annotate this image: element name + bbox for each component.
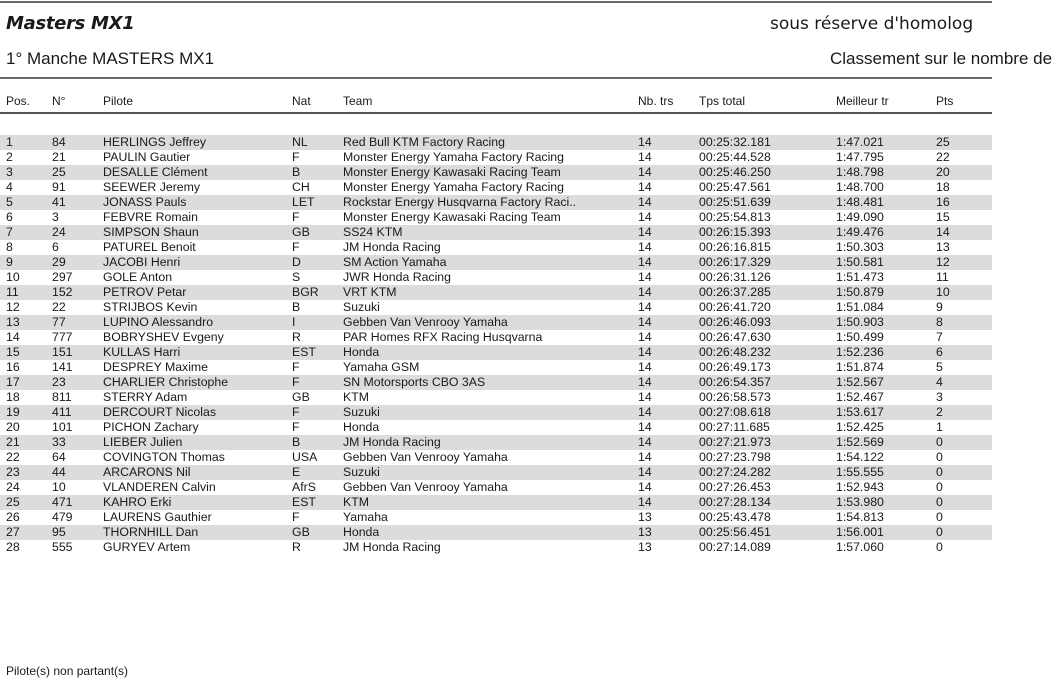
col-pos: Pos. xyxy=(6,94,31,108)
cell-nat: B xyxy=(292,435,301,449)
cell-points: 20 xyxy=(936,165,950,179)
cell-pos: 10 xyxy=(6,270,20,284)
cell-total-time: 00:25:56.451 xyxy=(699,525,771,539)
cell-pilote: GOLE Anton xyxy=(103,270,173,284)
cell-nat: F xyxy=(292,150,300,164)
cell-pos: 26 xyxy=(6,510,20,524)
cell-team: Monster Energy Kawasaki Racing Team xyxy=(343,210,561,224)
cell-number: 479 xyxy=(52,510,73,524)
cell-number: 555 xyxy=(52,540,73,554)
cell-number: 777 xyxy=(52,330,73,344)
table-row xyxy=(0,135,992,150)
cell-nat: B xyxy=(292,165,301,179)
cell-total-time: 00:25:46.250 xyxy=(699,165,771,179)
header-rule xyxy=(0,112,992,114)
cell-pilote: LIEBER Julien xyxy=(103,435,183,449)
cell-team: Suzuki xyxy=(343,465,380,479)
cell-best-lap: 1:53.980 xyxy=(836,495,884,509)
cell-number: 141 xyxy=(52,360,73,374)
cell-nat: F xyxy=(292,210,300,224)
cell-laps: 14 xyxy=(638,210,652,224)
cell-best-lap: 1:54.813 xyxy=(836,510,884,524)
cell-pilote: BOBRYSHEV Evgeny xyxy=(103,330,224,344)
cell-best-lap: 1:52.943 xyxy=(836,480,884,494)
cell-laps: 14 xyxy=(638,390,652,404)
cell-points: 6 xyxy=(936,345,943,359)
cell-team: Red Bull KTM Factory Racing xyxy=(343,135,505,149)
cell-nat: E xyxy=(292,465,301,479)
cell-nat: GB xyxy=(292,225,310,239)
cell-laps: 14 xyxy=(638,315,652,329)
table-row xyxy=(0,435,992,450)
cell-pilote: ARCARONS Nil xyxy=(103,465,191,479)
cell-pos: 24 xyxy=(6,480,20,494)
cell-pos: 8 xyxy=(6,240,13,254)
cell-number: 471 xyxy=(52,495,73,509)
cell-best-lap: 1:50.903 xyxy=(836,315,884,329)
cell-laps: 14 xyxy=(638,180,652,194)
cell-nat: EST xyxy=(292,495,316,509)
table-row xyxy=(0,450,992,465)
cell-nat: F xyxy=(292,375,300,389)
cell-pilote: THORNHILL Dan xyxy=(103,525,199,539)
cell-best-lap: 1:53.617 xyxy=(836,405,884,419)
cell-number: 10 xyxy=(52,480,66,494)
cell-laps: 13 xyxy=(638,510,652,524)
cell-pilote: DESALLE Clément xyxy=(103,165,208,179)
cell-points: 14 xyxy=(936,225,950,239)
cell-pilote: PETROV Petar xyxy=(103,285,187,299)
cell-points: 0 xyxy=(936,480,943,494)
cell-nat: LET xyxy=(292,195,315,209)
cell-best-lap: 1:50.879 xyxy=(836,285,884,299)
top-rule xyxy=(0,1,992,3)
cell-total-time: 00:26:17.329 xyxy=(699,255,771,269)
cell-total-time: 00:26:15.393 xyxy=(699,225,771,239)
cell-total-time: 00:25:44.528 xyxy=(699,150,771,164)
cell-pos: 20 xyxy=(6,420,20,434)
cell-points: 0 xyxy=(936,540,943,554)
cell-points: 22 xyxy=(936,150,950,164)
cell-pilote: LUPINO Alessandro xyxy=(103,315,214,329)
homologation-note: sous réserve d'homolog xyxy=(770,14,974,34)
table-row xyxy=(0,540,992,555)
cell-pilote: PAULIN Gautier xyxy=(103,150,191,164)
table-header xyxy=(0,94,992,110)
cell-laps: 14 xyxy=(638,300,652,314)
col-pilote: Pilote xyxy=(103,94,134,108)
cell-pilote: COVINGTON Thomas xyxy=(103,450,225,464)
col-total-time: Tps total xyxy=(699,94,746,108)
cell-pilote: PATUREL Benoit xyxy=(103,240,196,254)
cell-total-time: 00:26:47.630 xyxy=(699,330,771,344)
cell-points: 0 xyxy=(936,495,943,509)
table-row xyxy=(0,390,992,405)
cell-laps: 14 xyxy=(638,270,652,284)
cell-best-lap: 1:50.499 xyxy=(836,330,884,344)
cell-pilote: LAURENS Gauthier xyxy=(103,510,212,524)
cell-total-time: 00:27:14.089 xyxy=(699,540,771,554)
cell-laps: 14 xyxy=(638,420,652,434)
cell-best-lap: 1:49.090 xyxy=(836,210,884,224)
cell-points: 0 xyxy=(936,435,943,449)
cell-number: 24 xyxy=(52,225,66,239)
cell-pilote: KAHRO Erki xyxy=(103,495,172,509)
cell-team: Honda xyxy=(343,420,380,434)
cell-best-lap: 1:48.481 xyxy=(836,195,884,209)
cell-best-lap: 1:48.700 xyxy=(836,180,884,194)
cell-team: JM Honda Racing xyxy=(343,240,441,254)
cell-points: 25 xyxy=(936,135,950,149)
cell-team: SN Motorsports CBO 3AS xyxy=(343,375,486,389)
cell-pos: 19 xyxy=(6,405,20,419)
cell-team: VRT KTM xyxy=(343,285,397,299)
table-row xyxy=(0,330,992,345)
cell-number: 33 xyxy=(52,435,66,449)
cell-number: 41 xyxy=(52,195,66,209)
cell-best-lap: 1:57.060 xyxy=(836,540,884,554)
cell-pos: 18 xyxy=(6,390,20,404)
cell-number: 6 xyxy=(52,240,59,254)
cell-nat: GB xyxy=(292,390,310,404)
table-row xyxy=(0,180,992,195)
cell-nat: USA xyxy=(292,450,318,464)
cell-pos: 7 xyxy=(6,225,13,239)
cell-pilote: JACOBI Henri xyxy=(103,255,181,269)
cell-points: 3 xyxy=(936,390,943,404)
cell-nat: F xyxy=(292,510,300,524)
cell-team: Gebben Van Venrooy Yamaha xyxy=(343,480,508,494)
cell-pos: 11 xyxy=(6,285,19,299)
table-row xyxy=(0,315,992,330)
cell-nat: R xyxy=(292,330,301,344)
cell-points: 5 xyxy=(936,360,943,374)
cell-team: Monster Energy Kawasaki Racing Team xyxy=(343,165,561,179)
cell-total-time: 00:25:54.813 xyxy=(699,210,771,224)
cell-pos: 28 xyxy=(6,540,20,554)
cell-pos: 2 xyxy=(6,150,13,164)
cell-pos: 15 xyxy=(6,345,20,359)
cell-pos: 22 xyxy=(6,450,20,464)
cell-total-time: 00:27:28.134 xyxy=(699,495,771,509)
col-best-lap: Meilleur tr xyxy=(836,94,889,108)
cell-total-time: 00:27:24.282 xyxy=(699,465,771,479)
cell-team: Monster Energy Yamaha Factory Racing xyxy=(343,150,564,164)
cell-points: 12 xyxy=(936,255,950,269)
race-subtitle: 1° Manche MASTERS MX1 xyxy=(6,49,215,68)
cell-pos: 25 xyxy=(6,495,20,509)
cell-number: 21 xyxy=(52,150,66,164)
table-row xyxy=(0,525,992,540)
cell-nat: F xyxy=(292,420,300,434)
cell-nat: F xyxy=(292,240,300,254)
cell-pilote: GURYEV Artem xyxy=(103,540,191,554)
table-row xyxy=(0,465,992,480)
cell-total-time: 00:26:58.573 xyxy=(699,390,771,404)
cell-pilote: STRIJBOS Kevin xyxy=(103,300,198,314)
cell-number: 84 xyxy=(52,135,66,149)
cell-pilote: PICHON Zachary xyxy=(103,420,199,434)
table-row xyxy=(0,300,992,315)
cell-total-time: 00:26:31.126 xyxy=(699,270,771,284)
table-row xyxy=(0,405,992,420)
cell-team: Yamaha xyxy=(343,510,388,524)
cell-points: 18 xyxy=(936,180,950,194)
cell-best-lap: 1:51.473 xyxy=(836,270,884,284)
cell-pilote: DERCOURT Nicolas xyxy=(103,405,216,419)
cell-laps: 14 xyxy=(638,225,652,239)
table-row xyxy=(0,210,992,225)
cell-nat: BGR xyxy=(292,285,319,299)
cell-best-lap: 1:49.476 xyxy=(836,225,884,239)
cell-best-lap: 1:52.425 xyxy=(836,420,884,434)
cell-nat: EST xyxy=(292,345,316,359)
cell-best-lap: 1:56.001 xyxy=(836,525,884,539)
cell-best-lap: 1:50.303 xyxy=(836,240,884,254)
cell-pos: 4 xyxy=(6,180,13,194)
cell-points: 11 xyxy=(936,270,949,284)
cell-total-time: 00:26:48.232 xyxy=(699,345,771,359)
cell-number: 91 xyxy=(52,180,66,194)
cell-laps: 14 xyxy=(638,285,652,299)
cell-total-time: 00:25:47.561 xyxy=(699,180,771,194)
col-laps: Nb. trs xyxy=(638,94,674,108)
cell-team: Suzuki xyxy=(343,405,380,419)
cell-number: 151 xyxy=(52,345,73,359)
cell-pos: 5 xyxy=(6,195,13,209)
table-row xyxy=(0,195,992,210)
cell-nat: GB xyxy=(292,525,310,539)
cell-best-lap: 1:52.467 xyxy=(836,390,884,404)
cell-best-lap: 1:52.569 xyxy=(836,435,884,449)
cell-nat: F xyxy=(292,405,300,419)
cell-points: 0 xyxy=(936,450,943,464)
cell-best-lap: 1:47.795 xyxy=(836,150,884,164)
cell-best-lap: 1:48.798 xyxy=(836,165,884,179)
cell-team: JM Honda Racing xyxy=(343,540,441,554)
cell-pos: 9 xyxy=(6,255,13,269)
cell-team: KTM xyxy=(343,390,369,404)
cell-best-lap: 1:47.021 xyxy=(836,135,884,149)
cell-nat: AfrS xyxy=(292,480,316,494)
cell-number: 152 xyxy=(52,285,73,299)
cell-team: Monster Energy Yamaha Factory Racing xyxy=(343,180,564,194)
cell-team: KTM xyxy=(343,495,369,509)
cell-team: PAR Homes RFX Racing Husqvarna xyxy=(343,330,543,344)
cell-pilote: SIMPSON Shaun xyxy=(103,225,199,239)
cell-laps: 13 xyxy=(638,525,652,539)
table-row xyxy=(0,285,992,300)
cell-laps: 14 xyxy=(638,360,652,374)
cell-points: 8 xyxy=(936,315,943,329)
table-row xyxy=(0,345,992,360)
cell-laps: 14 xyxy=(638,150,652,164)
cell-number: 23 xyxy=(52,375,66,389)
cell-points: 16 xyxy=(936,195,950,209)
cell-laps: 14 xyxy=(638,345,652,359)
cell-total-time: 00:26:37.285 xyxy=(699,285,771,299)
cell-nat: F xyxy=(292,360,300,374)
cell-points: 0 xyxy=(936,510,943,524)
cell-number: 29 xyxy=(52,255,66,269)
table-row xyxy=(0,165,992,180)
cell-laps: 14 xyxy=(638,330,652,344)
cell-laps: 13 xyxy=(638,540,652,554)
cell-total-time: 00:26:41.720 xyxy=(699,300,771,314)
cell-number: 101 xyxy=(52,420,73,434)
cell-best-lap: 1:51.874 xyxy=(836,360,884,374)
cell-total-time: 00:26:46.093 xyxy=(699,315,771,329)
cell-pilote: STERRY Adam xyxy=(103,390,188,404)
cell-points: 7 xyxy=(936,330,943,344)
col-team: Team xyxy=(343,94,373,108)
cell-pos: 17 xyxy=(6,375,20,389)
table-row xyxy=(0,240,992,255)
cell-team: Yamaha GSM xyxy=(343,360,420,374)
cell-laps: 14 xyxy=(638,195,652,209)
cell-pos: 6 xyxy=(6,210,13,224)
cell-number: 811 xyxy=(52,390,72,404)
non-starters-label: Pilote(s) non partant(s) xyxy=(6,664,129,678)
cell-best-lap: 1:52.236 xyxy=(836,345,884,359)
table-row xyxy=(0,495,992,510)
cell-pos: 1 xyxy=(6,135,13,149)
table-row xyxy=(0,510,992,525)
cell-laps: 14 xyxy=(638,255,652,269)
cell-nat: NL xyxy=(292,135,308,149)
cell-number: 44 xyxy=(52,465,66,479)
cell-laps: 14 xyxy=(638,405,652,419)
cell-pos: 12 xyxy=(6,300,20,314)
cell-points: 0 xyxy=(936,465,943,479)
table-row xyxy=(0,480,992,495)
table-row xyxy=(0,225,992,240)
table-row xyxy=(0,150,992,165)
cell-points: 15 xyxy=(936,210,950,224)
cell-pilote: KULLAS Harri xyxy=(103,345,181,359)
section-rule xyxy=(0,77,992,79)
col-nat: Nat xyxy=(292,94,311,108)
cell-pos: 21 xyxy=(6,435,20,449)
cell-laps: 14 xyxy=(638,165,652,179)
cell-laps: 14 xyxy=(638,480,652,494)
cell-pos: 23 xyxy=(6,465,20,479)
cell-total-time: 00:25:43.478 xyxy=(699,510,771,524)
cell-laps: 14 xyxy=(638,435,652,449)
cell-number: 3 xyxy=(52,210,59,224)
cell-number: 77 xyxy=(52,315,66,329)
cell-total-time: 00:27:08.618 xyxy=(699,405,771,419)
cell-team: Rockstar Energy Husqvarna Factory Raci.. xyxy=(343,195,577,209)
cell-number: 95 xyxy=(52,525,66,539)
cell-points: 0 xyxy=(936,525,943,539)
col-num: N° xyxy=(52,94,66,108)
page-title: Masters MX1 xyxy=(6,13,135,34)
cell-pos: 16 xyxy=(6,360,20,374)
cell-nat: S xyxy=(292,270,301,284)
cell-nat: I xyxy=(292,315,296,329)
cell-team: JWR Honda Racing xyxy=(343,270,451,284)
cell-best-lap: 1:52.567 xyxy=(836,375,884,389)
cell-team: Honda xyxy=(343,525,380,539)
cell-points: 10 xyxy=(936,285,950,299)
cell-laps: 14 xyxy=(638,450,652,464)
cell-points: 4 xyxy=(936,375,943,389)
table-row xyxy=(0,375,992,390)
classement-note: Classement sur le nombre de xyxy=(830,49,1052,68)
cell-number: 297 xyxy=(52,270,73,284)
cell-team: Gebben Van Venrooy Yamaha xyxy=(343,315,508,329)
table-row xyxy=(0,420,992,435)
cell-pilote: HERLINGS Jeffrey xyxy=(103,135,206,149)
cell-pilote: SEEWER Jeremy xyxy=(103,180,201,194)
cell-number: 411 xyxy=(52,405,72,419)
cell-laps: 14 xyxy=(638,465,652,479)
cell-total-time: 00:26:54.357 xyxy=(699,375,771,389)
cell-points: 1 xyxy=(936,420,943,434)
cell-nat: B xyxy=(292,300,301,314)
cell-team: Suzuki xyxy=(343,300,380,314)
col-points: Pts xyxy=(936,94,954,108)
cell-pilote: FEBVRE Romain xyxy=(103,210,198,224)
cell-total-time: 00:27:11.685 xyxy=(699,420,770,434)
cell-number: 64 xyxy=(52,450,66,464)
cell-pilote: DESPREY Maxime xyxy=(103,360,209,374)
cell-total-time: 00:26:16.815 xyxy=(699,240,771,254)
cell-total-time: 00:27:21.973 xyxy=(699,435,771,449)
cell-laps: 14 xyxy=(638,495,652,509)
table-row xyxy=(0,255,992,270)
cell-team: Gebben Van Venrooy Yamaha xyxy=(343,450,508,464)
cell-pos: 13 xyxy=(6,315,20,329)
cell-points: 9 xyxy=(936,300,943,314)
cell-best-lap: 1:51.084 xyxy=(836,300,884,314)
cell-number: 22 xyxy=(52,300,66,314)
cell-pilote: VLANDEREN Calvin xyxy=(103,480,216,494)
cell-points: 2 xyxy=(936,405,943,419)
cell-total-time: 00:25:32.181 xyxy=(699,135,771,149)
cell-pos: 14 xyxy=(6,330,20,344)
cell-number: 25 xyxy=(52,165,66,179)
cell-best-lap: 1:55.555 xyxy=(836,465,884,479)
cell-points: 13 xyxy=(936,240,950,254)
cell-total-time: 00:25:51.639 xyxy=(699,195,771,209)
table-row xyxy=(0,270,992,285)
cell-nat: R xyxy=(292,540,301,554)
results-table xyxy=(0,135,992,555)
cell-nat: CH xyxy=(292,180,310,194)
cell-pos: 27 xyxy=(6,525,20,539)
cell-total-time: 00:27:26.453 xyxy=(699,480,771,494)
cell-pilote: CHARLIER Christophe xyxy=(103,375,229,389)
cell-team: JM Honda Racing xyxy=(343,435,441,449)
cell-team: SS24 KTM xyxy=(343,225,403,239)
cell-best-lap: 1:50.581 xyxy=(836,255,884,269)
cell-team: SM Action Yamaha xyxy=(343,255,447,269)
cell-nat: D xyxy=(292,255,301,269)
cell-laps: 14 xyxy=(638,375,652,389)
cell-laps: 14 xyxy=(638,135,652,149)
cell-total-time: 00:26:49.173 xyxy=(699,360,771,374)
table-row xyxy=(0,360,992,375)
cell-pos: 3 xyxy=(6,165,13,179)
cell-pilote: JONASS Pauls xyxy=(103,195,187,209)
cell-laps: 14 xyxy=(638,240,652,254)
cell-total-time: 00:27:23.798 xyxy=(699,450,771,464)
cell-best-lap: 1:54.122 xyxy=(836,450,884,464)
cell-team: Honda xyxy=(343,345,380,359)
